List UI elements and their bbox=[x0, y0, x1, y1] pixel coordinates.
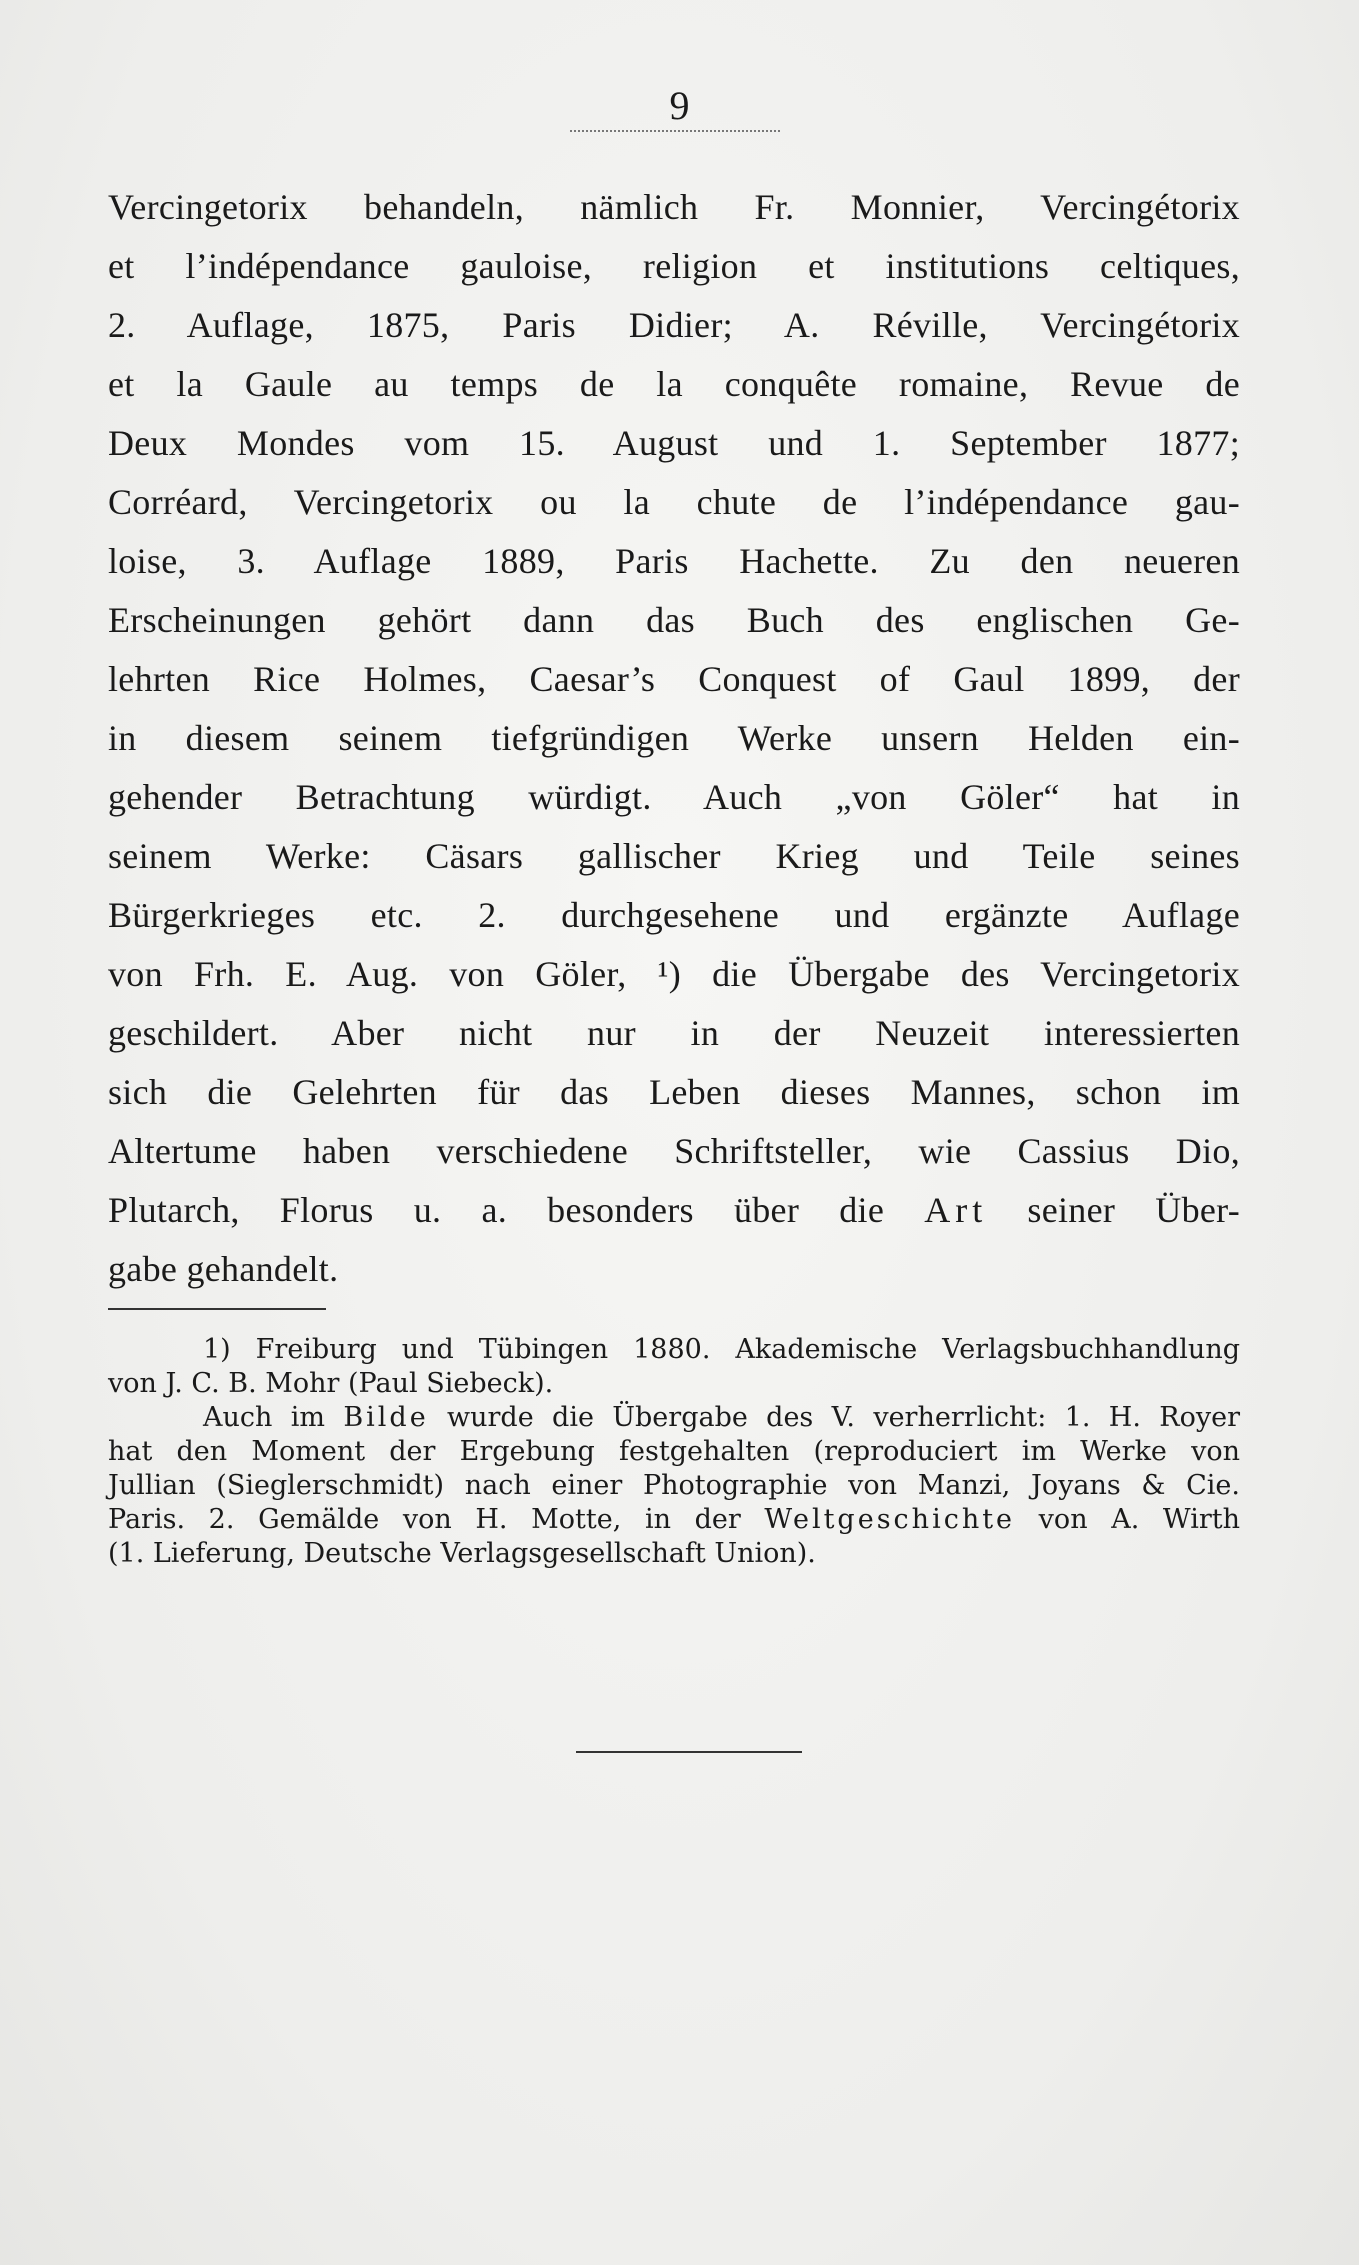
text-line: lehrten Rice Holmes, Caesar’s Conquest of Gaul 1899, der bbox=[108, 659, 1240, 699]
page-number-ornament bbox=[570, 130, 780, 132]
text-line: Altertume haben verschiedene Schriftsteller, wie Cassius Dio, bbox=[108, 1131, 1240, 1171]
footnote-line: 1) Freiburg und Tübingen 1880. Akademische Verlagsbuchhandlung bbox=[203, 1334, 1240, 1365]
text-line: geschildert. Aber nicht nur in der Neuzeit interessierten bbox=[108, 1013, 1240, 1053]
text-line: Deux Mondes vom 15. August und 1. September 1877; bbox=[108, 423, 1240, 463]
emphasized-word: Bilde bbox=[343, 1402, 429, 1433]
text-line: Vercingetorix behandeln, nämlich Fr. Monnier, Vercingétorix bbox=[108, 187, 1240, 227]
text-segment: wurde die Übergabe des V. verherrlicht: 1. H. Royer bbox=[428, 1402, 1240, 1433]
emphasized-word: Weltgeschichte bbox=[764, 1504, 1016, 1535]
text-segment: Paris. 2. Gemälde von H. Motte, in der bbox=[108, 1504, 765, 1535]
footnote-line: hat den Moment der Ergebung festgehalten (reproduciert im Werke von bbox=[108, 1436, 1240, 1467]
footnote-line: Jullian (Sieglerschmidt) nach einer Photographie von Manzi, Joyans & Cie. bbox=[108, 1470, 1240, 1501]
text-line: in diesem seinem tiefgründigen Werke unsern Helden ein- bbox=[108, 718, 1240, 758]
text-line: sich die Gelehrten für das Leben dieses Mannes, schon im bbox=[108, 1072, 1240, 1112]
footnote-line: (1. Lieferung, Deutsche Verlagsgesellschaft Union). bbox=[108, 1538, 816, 1569]
text-line: gehender Betrachtung würdigt. Auch „von Göler“ hat in bbox=[108, 777, 1240, 817]
footnotes bbox=[108, 1333, 1240, 1571]
text-segment: von A. Wirth bbox=[1015, 1504, 1240, 1535]
text-line: 2. Auflage, 1875, Paris Didier; A. Réville, Vercingétorix bbox=[108, 305, 1240, 345]
text-line: von Frh. E. Aug. von Göler, ¹) die Übergabe des Vercingetorix bbox=[108, 954, 1240, 994]
text-line bbox=[108, 1181, 1240, 1240]
text-line: et la Gaule au temps de la conquête romaine, Revue de bbox=[108, 364, 1240, 404]
text-segment: Plutarch, Florus u. a. besonders über die bbox=[108, 1190, 925, 1230]
text-line: gabe gehandelt. bbox=[108, 1249, 339, 1289]
text-line: Bürgerkrieges etc. 2. durchgesehene und ergänzte Auflage bbox=[108, 895, 1240, 935]
footnote-separator bbox=[108, 1308, 326, 1310]
text-line: Erscheinungen gehört dann das Buch des englischen Ge- bbox=[108, 600, 1240, 640]
body-text bbox=[108, 178, 1240, 1299]
end-rule bbox=[576, 1751, 802, 1753]
text-line: Corréard, Vercingetorix ou la chute de l’indépendance gau- bbox=[108, 482, 1240, 522]
footnote-line: von J. C. B. Mohr (Paul Siebeck). bbox=[108, 1368, 554, 1399]
text-line: loise, 3. Auflage 1889, Paris Hachette. Zu den neueren bbox=[108, 541, 1240, 581]
text-line: et l’indépendance gauloise, religion et institutions celtiques, bbox=[108, 246, 1240, 286]
page-number: 9 bbox=[669, 83, 690, 128]
footnote-line bbox=[108, 1503, 1240, 1537]
text-segment: Auch im bbox=[203, 1402, 344, 1433]
text-segment: seiner Über- bbox=[987, 1190, 1241, 1230]
emphasized-word: Art bbox=[924, 1190, 988, 1230]
footnote-line bbox=[108, 1401, 1240, 1435]
text-line: seinem Werke: Cäsars gallischer Krieg und Teile seines bbox=[108, 836, 1240, 876]
